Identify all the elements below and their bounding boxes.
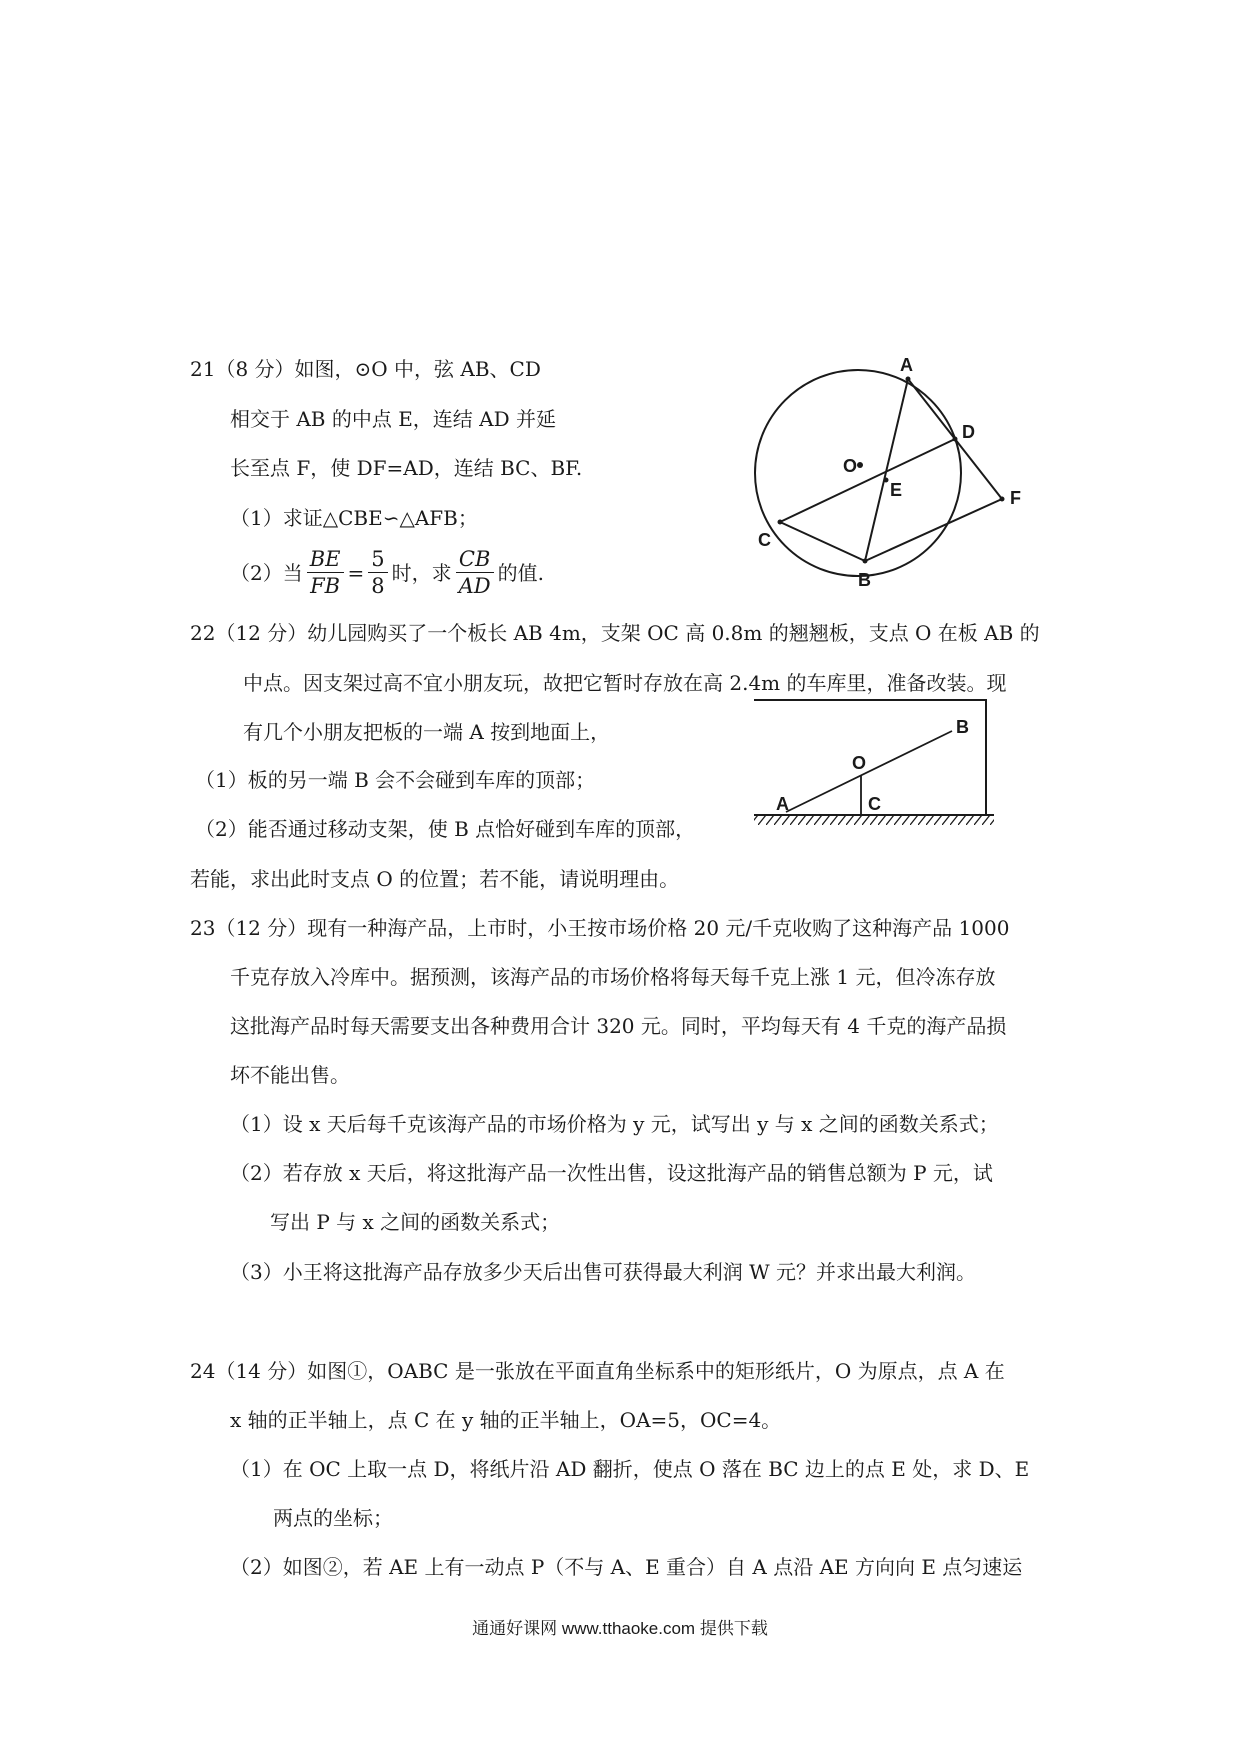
q23-line1: 23（12 分）现有一种海产品，上市时，小王按市场价格 20 元/千克收购了这种海产品 1000	[190, 916, 1010, 940]
q22-line3: 有几个小朋友把板的一端 A 按到地面上，	[243, 720, 611, 744]
fraction-5-8	[368, 546, 387, 599]
point-a	[906, 377, 911, 382]
label-a: A	[776, 794, 789, 814]
label-o: O	[852, 753, 867, 773]
fraction-numerator: BE	[307, 546, 344, 573]
q22-line4: 若能，求出此时支点 O 的位置；若不能，请说明理由。	[190, 867, 680, 891]
chord-cd	[780, 439, 955, 522]
label-c: C	[758, 530, 771, 550]
circle-o	[755, 370, 961, 576]
q22-sub2: （2）能否通过移动支架，使 B 点恰好碰到车库的顶部，	[195, 817, 696, 841]
fraction-numerator: CB	[456, 546, 494, 573]
q23-line2: 千克存放入冷库中。据预测，该海产品的市场价格将每天每千克上涨 1 元，但冷冻存放	[230, 965, 996, 989]
equals-sign: =	[347, 560, 365, 585]
point-f	[1000, 497, 1005, 502]
ground-hatching	[754, 815, 994, 825]
q21-sub2-suffix: 的值.	[497, 560, 545, 585]
q21-line1: 21（8 分）如图，⊙O 中，弦 AB、CD	[190, 357, 541, 381]
q21-line2: 相交于 AB 的中点 E，连结 AD 并延	[230, 407, 557, 431]
seesaw-figure	[750, 695, 1000, 830]
fraction-denominator: 8	[371, 574, 385, 598]
q24-line2: x 轴的正半轴上，点 C 在 y 轴的正半轴上，OA=5，OC=4。	[230, 1408, 782, 1432]
q21-sub1: （1）求证△CBE∽△AFB；	[230, 506, 478, 530]
point-o	[857, 462, 863, 468]
point-b	[863, 559, 868, 564]
label-c: C	[868, 794, 881, 814]
q24-sub2: （2）如图②，若 AE 上有一动点 P（不与 A、E 重合）自 A 点沿 AE 方向向 E 点匀速运	[230, 1555, 1023, 1579]
q23-sub2b: 写出 P 与 x 之间的函数关系式；	[270, 1210, 561, 1234]
q21-sub2	[230, 546, 544, 599]
q23-sub1: （1）设 x 天后每千克该海产品的市场价格为 y 元，试写出 y 与 x 之间的函数关系式；	[230, 1112, 999, 1136]
q23-line3: 这批海产品时每天需要支出各种费用合计 320 元。同时，平均每天有 4 千克的海产品损	[230, 1014, 1007, 1038]
fraction-cb-ad	[456, 546, 494, 599]
label-f: F	[1010, 488, 1021, 508]
q21-sub2-mid: 时，求	[391, 560, 452, 585]
page-footer: 通通好课网 www.tthaoke.com 提供下载	[472, 1619, 768, 1638]
q22-line1: 22（12 分）幼儿园购买了一个板长 AB 4m，支架 OC 高 0.8m 的翘翘板，支点 O 在板 AB 的	[190, 621, 1040, 645]
point-d	[953, 437, 958, 442]
q23-sub2a: （2）若存放 x 天后，将这批海产品一次性出售，设这批海产品的销售总额为 P 元，试	[230, 1161, 993, 1185]
label-d: D	[962, 422, 975, 442]
point-e	[884, 478, 889, 483]
q24-sub1a: （1）在 OC 上取一点 D，将纸片沿 AD 翻折，使点 O 落在 BC 边上的点 E 处，求 D、E	[230, 1457, 1030, 1481]
circle-figure	[740, 355, 1040, 605]
q24-sub1b: 两点的坐标；	[273, 1506, 393, 1530]
q22-line2: 中点。因支架过高不宜小朋友玩，故把它暂时存放在高 2.4m 的车库里，准备改装。现	[243, 671, 1007, 695]
q21-line3: 长至点 F，使 DF=AD，连结 BC、BF.	[230, 456, 583, 480]
q23-line4: 坏不能出售。	[230, 1063, 350, 1087]
fraction-denominator: AD	[458, 574, 491, 598]
label-e: E	[890, 480, 903, 500]
fraction-denominator: FB	[310, 574, 341, 598]
label-a: A	[900, 355, 913, 375]
label-b: B	[858, 570, 871, 590]
segment-bf	[865, 499, 1002, 561]
q21-sub2-prefix: （2）当	[230, 560, 303, 585]
segment-bc	[780, 522, 865, 561]
label-o: O	[843, 456, 858, 476]
fraction-be-fb	[307, 546, 344, 599]
q24-line1: 24（14 分）如图①，OABC 是一张放在平面直角坐标系中的矩形纸片，O 为原点，点 A 在	[190, 1359, 1005, 1383]
point-c	[778, 520, 783, 525]
chord-ab	[865, 379, 908, 561]
q23-sub3: （3）小王将这批海产品存放多少天后出售可获得最大利润 W 元？并求出最大利润。	[230, 1260, 976, 1284]
q22-sub1: （1）板的另一端 B 会不会碰到车库的顶部；	[195, 768, 596, 792]
label-b: B	[956, 717, 969, 737]
fraction-numerator: 5	[368, 546, 387, 573]
